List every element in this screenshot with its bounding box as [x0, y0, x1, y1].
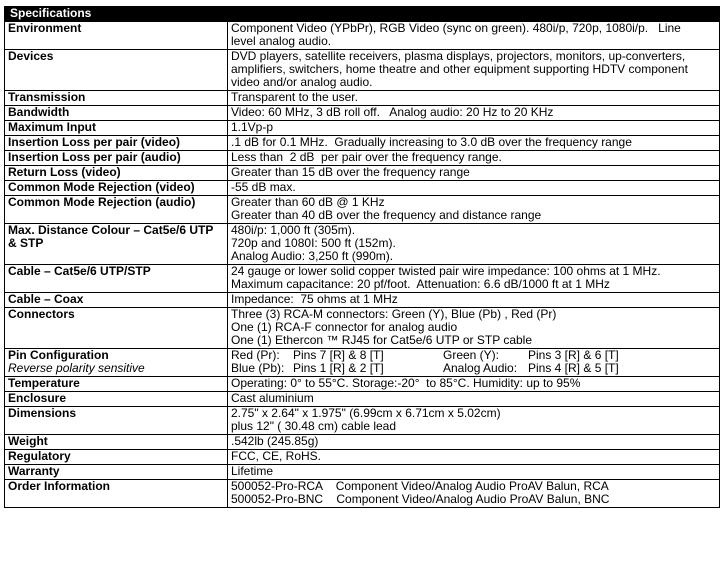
row-label: Cable – Coax [5, 293, 228, 308]
row-value [228, 435, 720, 450]
value-line: Three (3) RCA-M connectors: Green (Y), Blue (Pb) , Red (Pr) [231, 307, 557, 321]
row-value [228, 151, 720, 166]
row-label: Cable – Cat5e/6 UTP/STP [5, 265, 228, 293]
table-row [5, 106, 720, 121]
value-line: 2.75" x 2.64" x 1.975" (6.99cm x 6.71cm x 5.02cm) [231, 406, 501, 420]
table-row [5, 121, 720, 136]
table-row [5, 407, 720, 435]
row-label: Devices [5, 50, 228, 91]
row-label: Return Loss (video) [5, 166, 228, 181]
row-value [228, 465, 720, 480]
row-label: Max. Distance Colour – Cat5e/6 UTP & STP [5, 224, 228, 265]
spec-rows-continued [5, 377, 720, 508]
pin-configuration-section [5, 349, 720, 377]
value-line: Greater than 15 dB over the frequency range [231, 165, 470, 179]
value-line: 500052-Pro-BNC Component Video/Analog Audio ProAV Balun, BNC [231, 492, 610, 506]
value-line: level analog audio. [231, 34, 332, 48]
value-line: Operating: 0° to 55°C. Storage:-20° to 85°C. Humidity: up to 95% [231, 376, 581, 390]
value-line: 480i/p: 1,000 ft (305m). [231, 223, 356, 237]
table-row [5, 392, 720, 407]
value-line: Transparent to the user. [231, 90, 358, 104]
row-label: Warranty [5, 465, 228, 480]
value-line: Analog Audio: 3,250 ft (990m). [231, 249, 394, 263]
table-row [5, 265, 720, 293]
value-line: Maximum capacitance: 20 pf/foot. Attenuation: 6.6 dB/1000 ft at 1 MHz [231, 277, 610, 291]
row-label: Enclosure [5, 392, 228, 407]
specifications-table [4, 21, 720, 508]
row-label: Dimensions [5, 407, 228, 435]
value-line: Cast aluminium [231, 391, 314, 405]
row-value [228, 224, 720, 265]
specifications-header: Specifications [4, 6, 720, 21]
value-line: DVD players, satellite receivers, plasma displays, projectors, monitors, up-converters, [231, 49, 686, 63]
table-row [5, 480, 720, 508]
row-value [228, 293, 720, 308]
value-line: 1.1Vp-p [231, 120, 274, 134]
value-line: 24 gauge or lower solid copper twisted pair wire impedance: 100 ohms at 1 MHz. [231, 264, 661, 278]
table-row [5, 349, 720, 377]
pin-row [231, 362, 716, 375]
table-row [5, 450, 720, 465]
specifications-sheet [4, 6, 720, 508]
row-label: Maximum Input [5, 121, 228, 136]
value-line: -55 dB max. [231, 180, 296, 194]
table-row [5, 435, 720, 450]
value-line: Lifetime [231, 464, 274, 478]
row-label: Insertion Loss per pair (video) [5, 136, 228, 151]
table-row [5, 136, 720, 151]
row-value [228, 91, 720, 106]
row-value [228, 106, 720, 121]
value-line: .1 dB for 0.1 MHz. Gradually increasing to 3.0 dB over the frequency range [231, 135, 632, 149]
row-value [228, 121, 720, 136]
row-value [228, 136, 720, 151]
table-row [5, 91, 720, 106]
row-label: Connectors [5, 308, 228, 349]
row-value [228, 392, 720, 407]
value-line: plus 12" ( 30.48 cm) cable lead [231, 419, 397, 433]
row-value [228, 480, 720, 508]
row-value [228, 407, 720, 435]
value-line: Component Video (YPbPr), RGB Video (sync on green). 480i/p, 720p, 1080i/p. Line [231, 21, 681, 35]
row-label [5, 349, 228, 377]
table-row [5, 377, 720, 392]
row-value [228, 265, 720, 293]
table-row [5, 22, 720, 50]
pin-cell: Pins 4 [R] & 5 [T] [528, 361, 619, 375]
table-row [5, 50, 720, 91]
value-line: 500052-Pro-RCA Component Video/Analog Audio ProAV Balun, RCA [231, 479, 609, 493]
row-label: Bandwidth [5, 106, 228, 121]
row-value [228, 377, 720, 392]
table-row [5, 181, 720, 196]
spec-rows [5, 22, 720, 349]
pin-cell: Pins 1 [R] & 2 [T] [293, 361, 384, 375]
row-label: Transmission [5, 91, 228, 106]
table-row [5, 308, 720, 349]
row-label: Weight [5, 435, 228, 450]
pin-cell: Pins 3 [R] & 6 [T] [528, 348, 619, 362]
pin-config-sublabel: Reverse polarity sensitive [8, 361, 145, 375]
pin-cell: Analog Audio: [443, 361, 518, 375]
value-line: Less than 2 dB per pair over the frequency range. [231, 150, 502, 164]
value-line: amplifiers, switchers, home theatre and other equipment supporting HDTV component [231, 62, 688, 76]
value-line: video and/or analog audio. [231, 75, 373, 89]
pin-cell: Pins 7 [R] & 8 [T] [293, 348, 384, 362]
value-line: 720p and 1080I: 500 ft (152m). [231, 236, 396, 250]
row-label: Environment [5, 22, 228, 50]
value-line: Greater than 40 dB over the frequency and distance range [231, 208, 542, 222]
table-row [5, 196, 720, 224]
value-line: One (1) Ethercon ™ RJ45 for Cat5e/6 UTP or STP cable [231, 333, 533, 347]
row-value [228, 181, 720, 196]
pin-cell: Green (Y): [443, 348, 500, 362]
pin-cell: Red (Pr): [231, 348, 280, 362]
pin-cell: Blue (Pb): [231, 361, 285, 375]
row-label: Common Mode Rejection (video) [5, 181, 228, 196]
table-row [5, 151, 720, 166]
row-label: Temperature [5, 377, 228, 392]
row-value [228, 166, 720, 181]
pin-config-label: Pin Configuration [8, 348, 109, 362]
row-label: Order Information [5, 480, 228, 508]
value-line: .542lb (245.85g) [231, 434, 319, 448]
value-line: FCC, CE, RoHS. [231, 449, 322, 463]
row-value [228, 308, 720, 349]
table-row [5, 166, 720, 181]
row-value [228, 22, 720, 50]
row-label: Regulatory [5, 450, 228, 465]
value-line: One (1) RCA-F connector for analog audio [231, 320, 458, 334]
row-label: Common Mode Rejection (audio) [5, 196, 228, 224]
row-value [228, 50, 720, 91]
row-value [228, 450, 720, 465]
row-label: Insertion Loss per pair (audio) [5, 151, 228, 166]
table-row [5, 293, 720, 308]
value-line: Video: 60 MHz, 3 dB roll off. Analog audio: 20 Hz to 20 KHz [231, 105, 554, 119]
row-value [228, 349, 720, 377]
table-row [5, 224, 720, 265]
table-row [5, 465, 720, 480]
value-line: Impedance: 75 ohms at 1 MHz [231, 292, 398, 306]
row-value [228, 196, 720, 224]
value-line: Greater than 60 dB @ 1 KHz [231, 195, 385, 209]
